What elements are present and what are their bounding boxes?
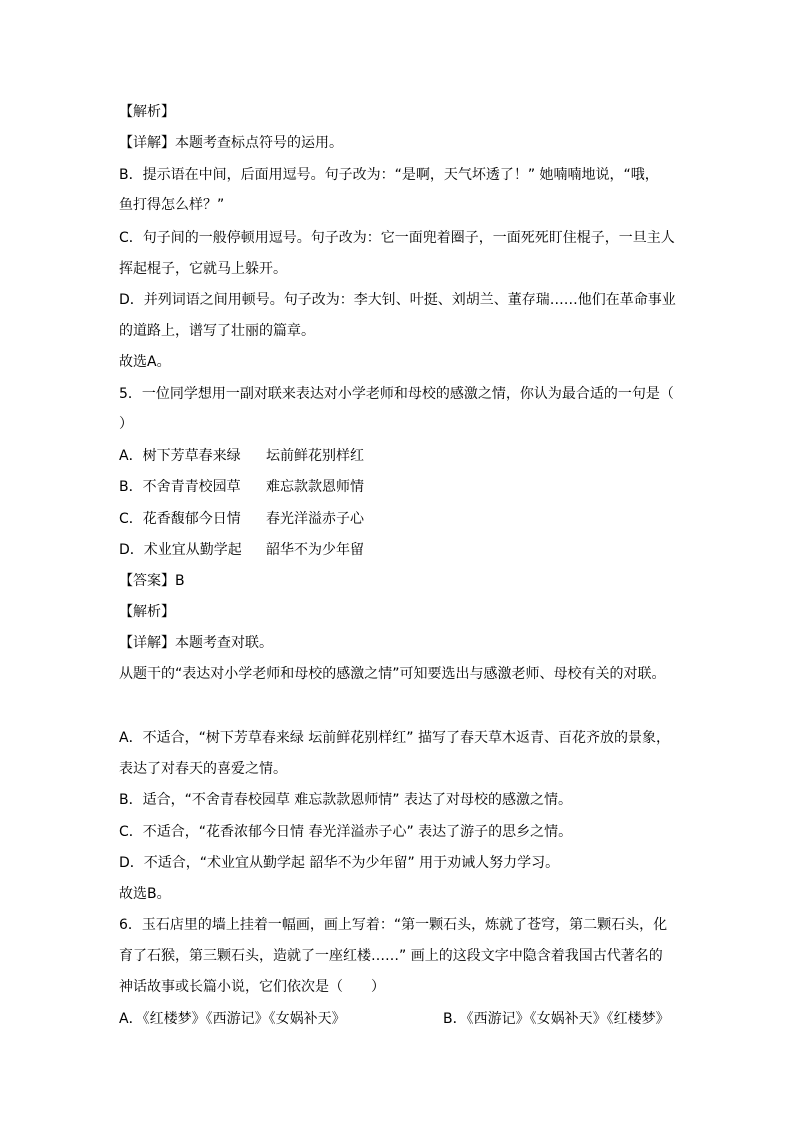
q6-option-b: B．《西游记》《女娲补天》《红楼梦》 bbox=[443, 1011, 670, 1027]
q5-explain-a-line1: A．不适合，“树下芳草春来绿 坛前鲜花别样红” 描写了春天草木返青、百花齐放的景象， bbox=[119, 730, 670, 746]
q5-analysis-heading: 【解析】 bbox=[119, 604, 175, 620]
explain-c-line2: 挥起棍子，它就马上躲开。 bbox=[119, 261, 287, 277]
q5-option-c-first: C．花香馥郁今日情 bbox=[119, 511, 241, 527]
q5-option-b-first: B．不舍青青校园草 bbox=[119, 479, 241, 495]
q5-explain-d: D．不适合，“术业宜从勤学起 韶华不为少年留” 用于劝诫人努力学习。 bbox=[119, 855, 560, 871]
explain-b-line1: B．提示语在中间，后面用逗号。句子改为：“是啊，天气坏透了！” 她喃喃地说，“哦， bbox=[119, 167, 659, 183]
q5-option-a-second: 坛前鲜花别样红 bbox=[266, 448, 364, 464]
question-5-stem-line1: 5．一位同学想用一副对联来表达对小学老师和母校的感激之情，你认为最合适的一句是（ bbox=[119, 386, 674, 402]
question-6-stem-line1: 6．玉石店里的墙上挂着一幅画，画上写着：“第一颗石头，炼就了苍穹，第二颗石头，化 bbox=[119, 917, 668, 933]
explain-c-line1: C．句子间的一般停顿用逗号。句子改为：它一面兜着圈子，一面死死盯住棍子，一旦主人 bbox=[119, 230, 675, 246]
explain-d-line1: D．并列词语之间用顿号。句子改为：李大钊、叶挺、刘胡兰、董存瑞……他们在革命事业 bbox=[119, 292, 676, 308]
question-6-stem-line2: 育了石猴，第三颗石头，造就了一座红楼……” 画上的这段文字中隐含着我国古代著名的 bbox=[119, 948, 663, 964]
q5-option-b-second: 难忘款款恩师情 bbox=[266, 479, 364, 495]
q5-option-d-second: 韶华不为少年留 bbox=[266, 542, 364, 558]
question-6-stem-line3: 神话故事或长篇小说，它们依次是（ ） bbox=[119, 979, 385, 995]
explain-b-line2: 鱼打得怎么样？” bbox=[119, 197, 225, 213]
q5-explain-b: B．适合，“不舍青春校园草 难忘款款恩师情” 表达了对母校的感激之情。 bbox=[119, 792, 573, 808]
q6-option-a: A．《红楼梦》《西游记》《女娲补天》 bbox=[119, 1011, 346, 1027]
analysis-heading: 【解析】 bbox=[119, 104, 175, 120]
q5-conclusion: 故选B。 bbox=[119, 886, 171, 902]
detail-line: 【详解】本题考查标点符号的运用。 bbox=[119, 135, 343, 151]
explain-d-line2: 的道路上，谱写了壮丽的篇章。 bbox=[119, 323, 315, 339]
conclusion-a: 故选A。 bbox=[119, 354, 171, 370]
q5-answer: 【答案】B bbox=[119, 573, 185, 589]
q5-explain-c: C．不适合，“花香浓郁今日情 春光洋溢赤子心” 表达了游子的思乡之情。 bbox=[119, 824, 573, 840]
q5-option-a-first: A．树下芳草春来绿 bbox=[119, 448, 241, 464]
q5-option-d-first: D．术业宜从勤学起 bbox=[119, 542, 242, 558]
q5-explain: 从题干的“表达对小学老师和母校的感激之情”可知要选出与感激老师、母校有关的对联。 bbox=[119, 666, 666, 682]
q5-detail: 【详解】本题考查对联。 bbox=[119, 635, 273, 651]
q5-explain-a-line2: 表达了对春天的喜爱之情。 bbox=[119, 761, 287, 777]
q5-option-c-second: 春光洋溢赤子心 bbox=[266, 511, 364, 527]
question-5-stem-line2: ） bbox=[119, 416, 133, 432]
